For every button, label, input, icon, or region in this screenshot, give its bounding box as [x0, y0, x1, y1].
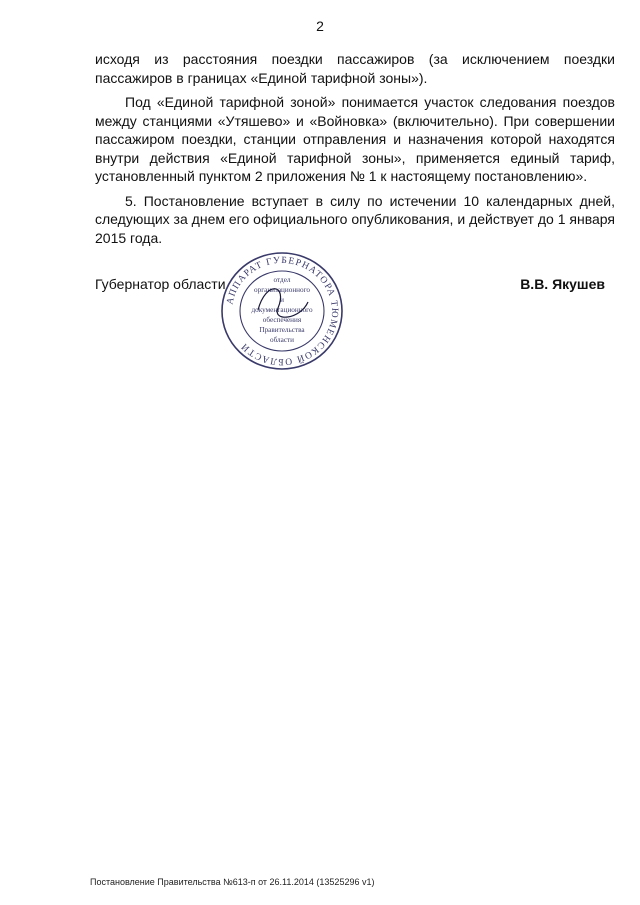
signatory-name: В.В. Якушев — [520, 276, 605, 292]
stamp-line: и — [280, 296, 284, 304]
signature-block — [95, 276, 605, 300]
stamp-line: области — [269, 336, 295, 344]
stamp-line: отдел — [273, 276, 291, 284]
paragraph-tariff-zone: Под «Единой тарифной зоной» понимается участок следования поездов между станциями «Утяшево» и «Войновка» (включительно). При совершении пассажиром поездки, станции отправления и назначения которой находятся внутри действия «Единой тарифной зоны», применяется единый тариф, установленный пунктом 2 приложения № 1 к настоящему постановлению». — [95, 94, 615, 184]
stamp-line: документационного — [251, 306, 313, 314]
page-number: 2 — [316, 18, 324, 34]
paragraph-continuation: исходя из расстояния поездки пассажиров (за исключением поездки пассажиров в границах «Единой тарифной зоны»). — [95, 51, 615, 86]
signatory-position: Губернатор области — [95, 276, 226, 292]
paragraph-effective-date: 5. Постановление вступает в силу по истечении 10 календарных дней, следующих за днем его официального опубликования, и действует до 1 января 2015 года. — [95, 192, 615, 246]
official-stamp — [218, 250, 346, 372]
body-text — [95, 50, 615, 253]
document-footer: Постановление Правительства №613-п от 26.11.2014 (13525296 v1) — [90, 877, 375, 887]
stamp-ring-text: АППАРАТ ГУБЕРНАТОРА ТЮМЕНСКОЙ ОБЛАСТИ — [225, 255, 340, 367]
stamp-line: организационного — [254, 286, 310, 294]
stamp-line: Правительства — [259, 326, 305, 334]
stamp-line: обеспечения — [262, 316, 302, 324]
